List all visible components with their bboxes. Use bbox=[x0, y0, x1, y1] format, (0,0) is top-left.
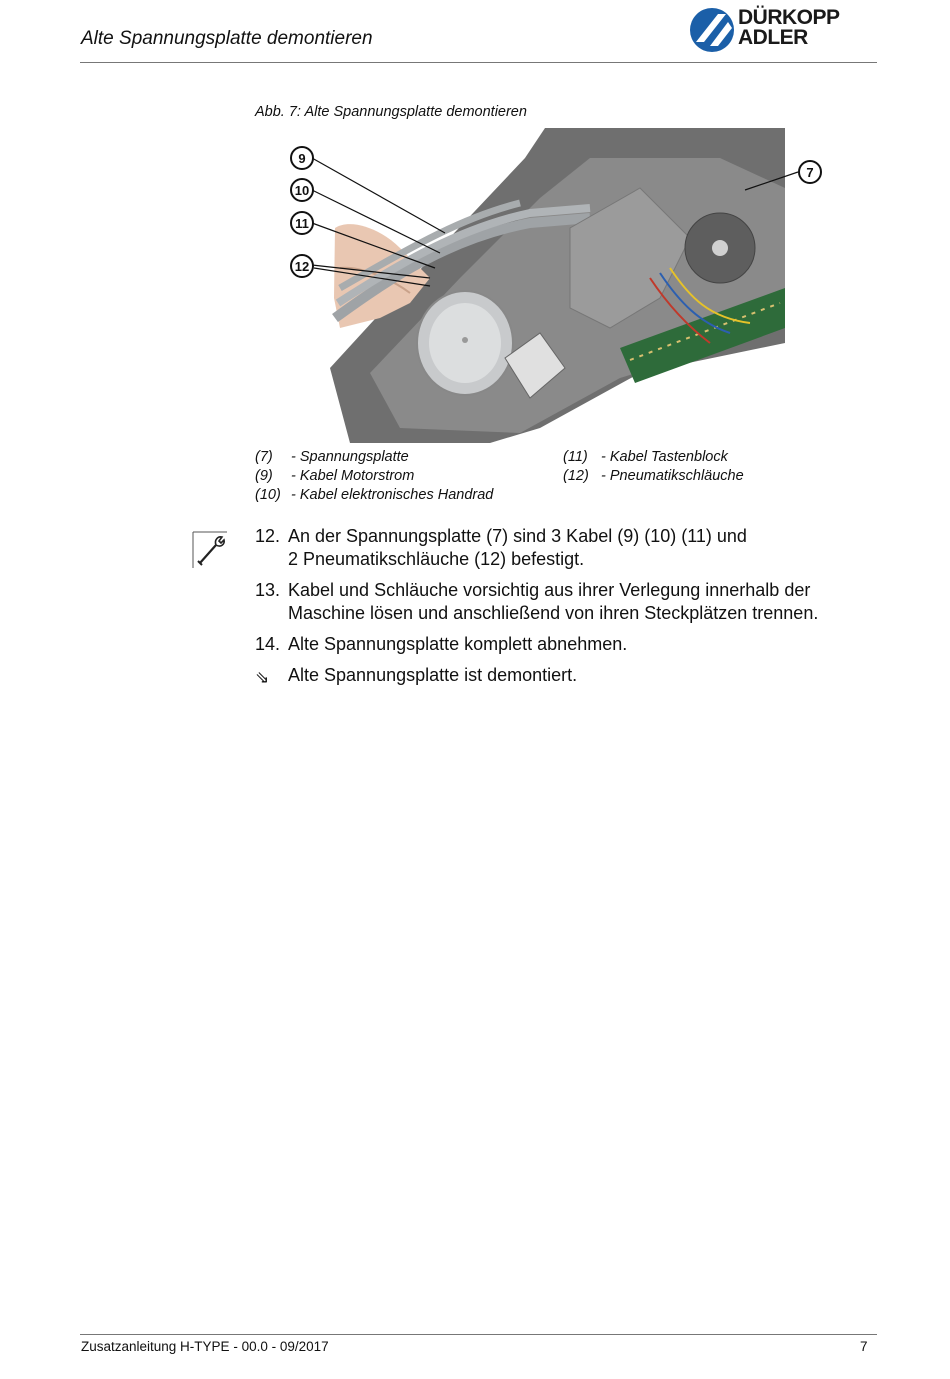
step-item: 13. Kabel und Schläuche vorsichtig aus ihrer Verlegung innerhalb der Maschine lösen und anschließend von ihren Steckplätzen trennen. bbox=[255, 580, 819, 623]
step-item: 12. An der Spannungsplatte (7) sind 3 Kabel (9) (10) (11) und 2 Pneumatikschläuche (12) befestigt. bbox=[255, 526, 747, 569]
machine-photo bbox=[290, 128, 825, 443]
result-item: ⇘ Alte Spannungsplatte ist demontiert. bbox=[255, 665, 578, 687]
legend-item: (12) - Pneumatikschläuche bbox=[563, 468, 744, 484]
legend-item: (7) - Spannungsplatte bbox=[255, 449, 409, 465]
wrench-icon bbox=[192, 531, 228, 569]
logo-text-line2: ADLER bbox=[738, 26, 808, 49]
result-arrow-icon: ⇘ bbox=[255, 668, 270, 687]
callout-12: 12 bbox=[294, 259, 310, 274]
logo-text-line1: DÜRKOPP bbox=[738, 6, 840, 29]
logo-emblem-icon bbox=[688, 6, 736, 54]
callout-9: 9 bbox=[298, 151, 306, 166]
instruction-steps bbox=[255, 525, 875, 695]
figure-caption: Abb. 7: Alte Spannungsplatte demontieren bbox=[255, 104, 527, 120]
page-header-title: Alte Spannungsplatte demontieren bbox=[81, 28, 373, 49]
footer-doc-info: Zusatzanleitung H-TYPE - 00.0 - 09/2017 bbox=[81, 1339, 329, 1354]
brand-logo bbox=[688, 6, 878, 54]
legend-left bbox=[255, 448, 493, 505]
header-divider bbox=[80, 62, 877, 63]
step-item: 14. Alte Spannungsplatte komplett abnehmen. bbox=[255, 634, 628, 654]
callout-7: 7 bbox=[806, 165, 814, 180]
callout-10: 10 bbox=[294, 183, 310, 198]
legend-item: (9) - Kabel Motorstrom bbox=[255, 468, 415, 484]
legend-item: (11) - Kabel Tastenblock bbox=[563, 449, 728, 465]
legend-right bbox=[563, 448, 744, 486]
legend-item: (10) - Kabel elektronisches Handrad bbox=[255, 487, 494, 503]
footer-divider bbox=[80, 1334, 877, 1335]
page-number: 7 bbox=[860, 1339, 868, 1354]
callout-11: 11 bbox=[295, 216, 309, 231]
